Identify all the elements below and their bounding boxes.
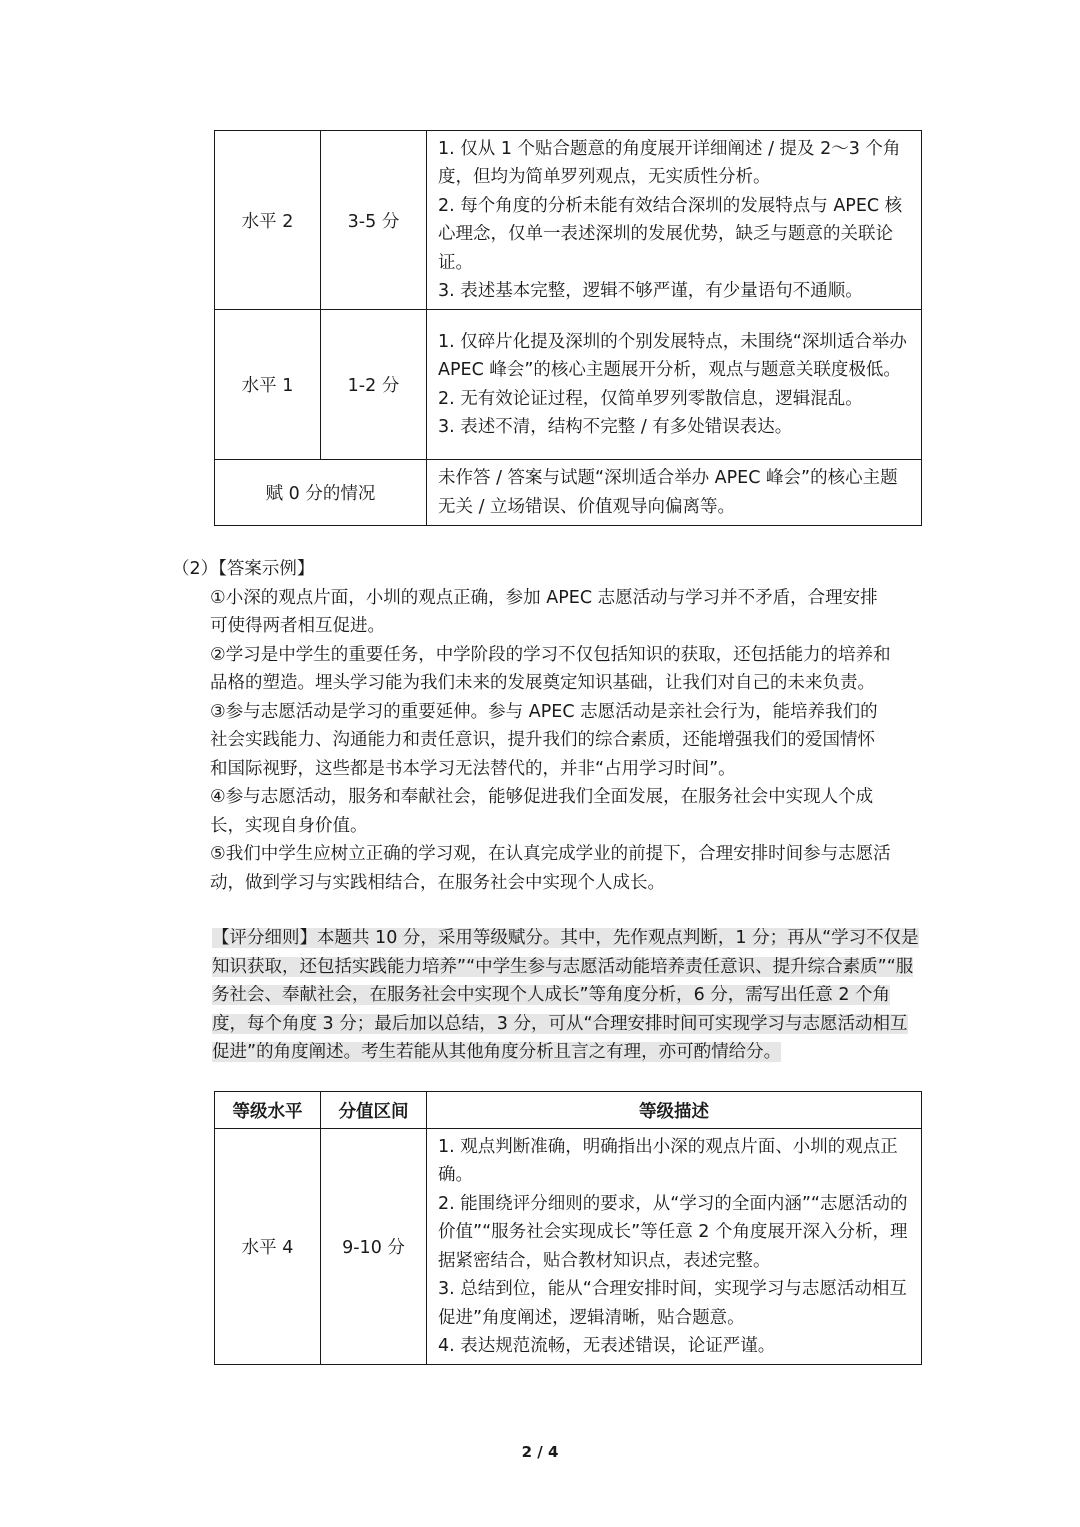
answer-point: ④参与志愿活动，服务和奉献社会，能够促进我们全面发展，在服务社会中实现人个成长，实现自身价值。: [210, 787, 874, 836]
answer-point: ③参与志愿活动是学习的重要延伸。参与 APEC 志愿活动是亲社会行为，能培养我们的社会实践能力、沟通能力和责任意识，提升我们的综合素质，还能增强我们的爱国情怀和国际视野，这些都是书本学习无法替代的，并非“占用学习时间”。: [210, 701, 878, 779]
level-cell: 水平 4: [215, 1129, 321, 1365]
zero-score-label: 赋 0 分的情况: [215, 460, 427, 526]
zero-score-description: 未作答 / 答案与试题“深圳适合举办 APEC 峰会”的核心主题无关 / 立场错误、价值观导向偏离等。: [427, 460, 922, 526]
range-cell: 3-5 分: [321, 131, 427, 310]
description-line: 2. 能围绕评分细则的要求，从“学习的全面内涵”“志愿活动的价值”“服务社会实现成长”等任意 2 个角度展开深入分析，理据紧密结合，贴合教材知识点，表述完整。: [438, 1193, 908, 1271]
scoring-rules-text: 【评分细则】本题共 10 分，采用等级赋分。其中，先作观点判断，1 分；再从“学习不仅是知识获取，还包括实践能力培养”“中学生参与志愿活动能培养责任意识、提升综合素质”“服务社会、奉献社会，在服务社会中实现个人成长”等角度分析，6 分，需写出任意 2 个角度，每个角度 3 分；最后加以总结，3 分，可从“合理安排时间可实现学习与志愿活动相互促进”的角度阐述。考生若能从其他角度分析且言之有理，亦可酌情给分。: [212, 928, 919, 1062]
table-header-row: [215, 1092, 922, 1129]
header-range: 分值区间: [321, 1092, 427, 1129]
scoring-table-continued: [214, 130, 922, 526]
range-cell: 9-10 分: [321, 1129, 427, 1365]
description-line: 3. 表述基本完整，逻辑不够严谨，有少量语句不通顺。: [438, 281, 863, 301]
description-cell: [427, 1129, 922, 1365]
level-cell: 水平 1: [215, 310, 321, 460]
answer-point: ①小深的观点片面，小圳的观点正确，参加 APEC 志愿活动与学习并不矛盾，合理安排可使得两者相互促进。: [210, 587, 878, 636]
description-line: 3. 总结到位，能从“合理安排时间，实现学习与志愿活动相互促进”角度阐述，逻辑清晰，贴合题意。: [438, 1279, 907, 1328]
section-heading: （2）【答案示例】: [172, 559, 315, 579]
table-row: [215, 460, 922, 526]
answer-point: ②学习是中学生的重要任务，中学阶段的学习不仅包括知识的获取，还包括能力的培养和品格的塑造。埋头学习能为我们未来的发展奠定知识基础，让我们对自己的未来负责。: [210, 644, 891, 693]
description-line: 1. 仅从 1 个贴合题意的角度展开详细阐述 / 提及 2～3 个角度，但均为简单罗列观点，无实质性分析。: [438, 138, 901, 187]
description-line: 1. 观点判断准确，明确指出小深的观点片面、小圳的观点正确。: [438, 1136, 898, 1185]
answer-point: ⑤我们中学生应树立正确的学习观，在认真完成学业的前提下，合理安排时间参与志愿活动，做到学习与实践相结合，在服务社会中实现个人成长。: [210, 844, 891, 893]
description-cell: [427, 310, 922, 460]
header-level: 等级水平: [215, 1092, 321, 1129]
page-number: 2 / 4: [521, 1443, 559, 1461]
description-line: 3. 表述不清，结构不完整 / 有多处错误表达。: [438, 417, 793, 437]
level-cell: 水平 2: [215, 131, 321, 310]
header-description: 等级描述: [427, 1092, 922, 1129]
level-description-table: [214, 1091, 922, 1365]
answer-paragraphs: [210, 584, 891, 898]
range-cell: 1-2 分: [321, 310, 427, 460]
description-line: 1. 仅碎片化提及深圳的个别发展特点，未围绕“深圳适合举办 APEC 峰会”的核心主题展开分析，观点与题意关联度极低。: [438, 331, 907, 380]
table-row: [215, 1129, 922, 1365]
description-line: 4. 表达规范流畅，无表述错误，论证严谨。: [438, 1336, 776, 1356]
answer-example-section: [172, 555, 932, 897]
description-line: 2. 每个角度的分析未能有效结合深圳的发展特点与 APEC 核心理念，仅单一表述深圳的发展优势，缺乏与题意的关联论证。: [438, 195, 903, 273]
table-row: [215, 131, 922, 310]
description-cell: [427, 131, 922, 310]
description-line: 2. 无有效论证过程，仅简单罗列零散信息，逻辑混乱。: [438, 388, 863, 409]
table-row: [215, 310, 922, 460]
scoring-rules: [212, 924, 919, 1067]
